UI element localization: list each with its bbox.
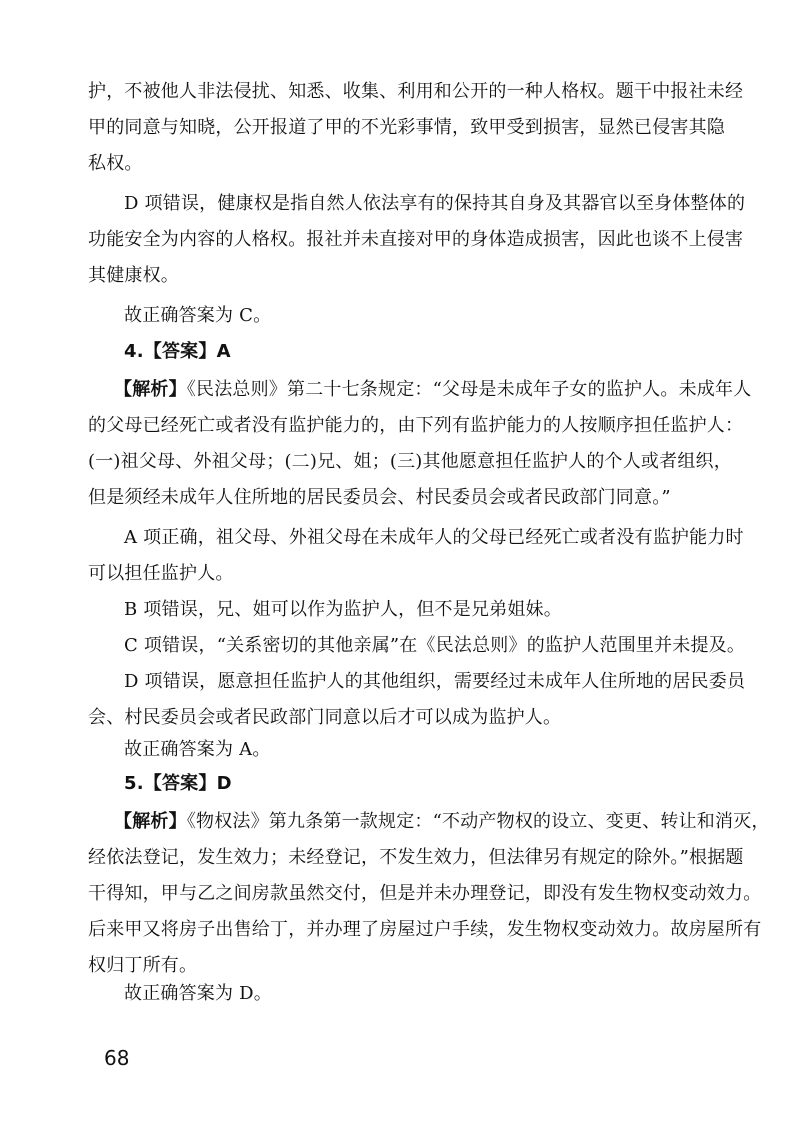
text-line: D 项错误，愿意担任监护人的其他组织，需要经过未成年人住所地的居民委员	[124, 671, 746, 692]
q3-conclusion	[88, 298, 748, 334]
text-line: 护，不被他人非法侵扰、知悉、收集、利用和公开的一种人格权。题干中报社未经	[88, 81, 744, 102]
answer-tag: 【答案】	[143, 341, 217, 362]
text-line: 甲的同意与知晓，公开报道了甲的不光彩事情，致甲受到损害，显然已侵害其隐	[88, 117, 725, 138]
text-line: 《民法总则》第二十七条规定：“父母是未成年子女的监护人。未成年人	[186, 379, 752, 400]
intro-paragraph	[88, 74, 748, 182]
q4-option-c-paragraph	[88, 628, 748, 664]
text-line: D 项错误，健康权是指自然人依法享有的保持其自身及其器官以至身体整体的	[124, 193, 746, 214]
text-line: 私权。	[88, 153, 143, 174]
text-line: 权归丁所有。	[88, 955, 198, 976]
text-line: 后来甲又将房子出售给丁，并办理了房屋过户手续，发生物权变动效力。故房屋所有	[88, 919, 762, 940]
text-line: 故正确答案为 D。	[124, 983, 272, 1004]
answer-value: A	[216, 341, 231, 362]
text-line: 干得知，甲与乙之间房款虽然交付，但是并未办理登记，即没有发生物权变动效力。	[88, 883, 762, 904]
q5-answer-heading	[88, 766, 748, 802]
text-line: 但是须经未成年人住所地的居民委员会、村民委员会或者民政部门同意。”	[88, 487, 671, 508]
q5-analysis-paragraph	[88, 804, 770, 984]
question-number: 5.	[124, 773, 144, 794]
q4-option-d-paragraph	[88, 664, 748, 736]
question-number: 4.	[124, 341, 144, 362]
text-line: 故正确答案为 C。	[124, 305, 272, 326]
text-line: B 项错误，兄、姐可以作为监护人，但不是兄弟姐妹。	[124, 599, 562, 620]
analysis-tag: 【解析】	[114, 379, 187, 400]
q4-option-b-paragraph	[88, 592, 748, 628]
text-line: 功能安全为内容的人格权。报社并未直接对甲的身体造成损害，因此也谈不上侵害	[88, 229, 744, 250]
text-line: A 项正确，祖父母、外祖父母在未成年人的父母已经死亡或者没有监护能力时	[124, 527, 744, 548]
text-line: 其健康权。	[88, 265, 179, 286]
answer-value: D	[216, 773, 232, 794]
text-line: 的父母已经死亡或者没有监护能力的，由下列有监护能力的人按顺序担任监护人：	[88, 415, 744, 436]
q4-answer-heading	[88, 334, 748, 370]
text-line: C 项错误，“关系密切的其他亲属”在《民法总则》的监护人范围里并未提及。	[124, 635, 746, 656]
q5-conclusion	[88, 976, 748, 1012]
q4-conclusion	[88, 732, 748, 768]
page-number: 68	[104, 1046, 130, 1070]
text-line: 会、村民委员会或者民政部门同意以后才可以成为监护人。	[88, 707, 562, 728]
q3-option-d-paragraph	[88, 186, 748, 294]
answer-tag: 【答案】	[143, 773, 217, 794]
q4-analysis-paragraph	[88, 372, 752, 516]
text-line: 可以担任监护人。	[88, 563, 234, 584]
text-line: 故正确答案为 A。	[124, 739, 271, 760]
text-line: 《物权法》第九条第一款规定：“不动产物权的设立、变更、转让和消灭，	[186, 811, 770, 832]
text-line: (一)祖父母、外祖父母；(二)兄、姐；(三)其他愿意担任监护人的个人或者组织，	[88, 451, 732, 472]
q4-option-a-paragraph	[88, 520, 748, 592]
analysis-tag: 【解析】	[114, 811, 187, 832]
text-line: 经依法登记，发生效力；未经登记，不发生效力，但法律另有规定的除外。”根据题	[88, 847, 744, 868]
